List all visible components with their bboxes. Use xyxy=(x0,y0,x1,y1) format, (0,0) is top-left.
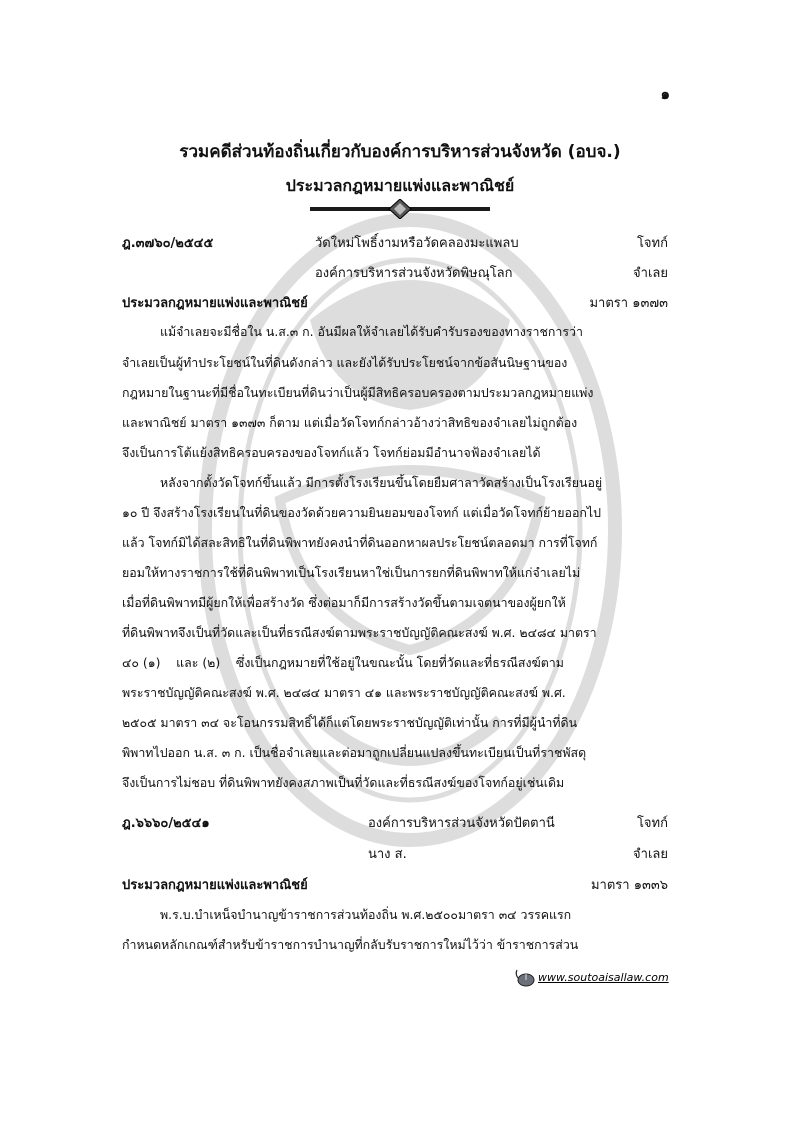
body-line: พ.ร.บ.บำเหน็จบำนาญข้าราชการส่วนท้องถิ่น พ.ศ.๒๕๐๐มาตรา ๓๔ วรรคแรก xyxy=(160,907,572,922)
page-subtitle: ประมวลกฎหมายแพ่งและพาณิชย์ xyxy=(285,176,515,195)
mouse-icon xyxy=(514,968,536,988)
body-line: แล้ว โจทก์มิได้สละสิทธิในที่ดินพิพาทยังคงนำที่ดินออกหาผลประโยชน์ตลอดมา การที่โจทก์ xyxy=(122,535,598,550)
body-line: ๒๕๐๕ มาตรา ๓๔ จะโอนกรรมสิทธิ์ได้ก็แต่โดยพระราชบัญญัติเท่านั้น การที่มีผู้นำที่ดิน xyxy=(122,715,578,730)
plaintiff-name: วัดใหม่โพธิ์งามหรือวัดคลองมะแพลบ xyxy=(315,236,519,251)
body-line: และพาณิชย์ มาตรา ๑๓๗๓ ก็ตาม แต่เมื่อวัดโจทก์กล่าวอ้างว่าสิทธิของจำเลยไม่ถูกต้อง xyxy=(122,415,578,430)
body-line: เมื่อที่ดินพิพาทมีผู้ยกให้เพื่อสร้างวัด ซึ่งต่อมาก็มีการสร้างวัดขึ้นตามเจตนาของผู้ยกให้ xyxy=(122,595,566,610)
plaintiff-role: โจทก์ xyxy=(636,236,668,251)
body-line: จึงเป็นการโต้แย้งสิทธิครอบครองของโจทก์แล้ว โจทก์ย่อมมีอำนาจฟ้องจำเลยได้ xyxy=(122,445,541,460)
case-number: ฎ.๓๗๖๐/๒๕๔๕ xyxy=(122,236,214,251)
law-section: มาตรา ๑๓๗๓ xyxy=(589,296,668,311)
case-number: ฎ.๖๖๖๐/๒๕๔๑ xyxy=(122,816,210,831)
law-section: มาตรา ๑๓๓๖ xyxy=(590,878,668,893)
plaintiff-role: โจทก์ xyxy=(636,816,668,831)
body-line: พิพาทไปออก น.ส. ๓ ก. เป็นชื่อจำเลยและต่อมาถูกเปลี่ยนแปลงขึ้นทะเบียนเป็นที่ราชพัสดุ xyxy=(122,745,587,760)
body-line: ๑๐ ปี จึงสร้างโรงเรียนในที่ดินของวัดด้วยความยินยอมของโจทก์ แต่เมื่อวัดโจทก์ย้ายออกไป xyxy=(122,505,602,520)
defendant-row xyxy=(0,843,793,863)
defendant-role: จำเลย xyxy=(633,266,668,281)
case-row xyxy=(0,812,793,832)
law-name: ประมวลกฎหมายแพ่งและพาณิชย์ xyxy=(122,878,308,893)
body-line: หลังจากตั้งวัดโจทก์ขึ้นแล้ว มีการตั้งโรงเรียนขึ้นโดยยืมศาลาวัดสร้างเป็นโรงเรียนอยู่ xyxy=(160,475,603,490)
defendant-name: องค์การบริหารส่วนจังหวัดพิษณุโลก xyxy=(315,266,513,281)
defendant-role: จำเลย xyxy=(633,847,668,862)
law-row xyxy=(0,874,793,894)
body-line: จึงเป็นการไม่ชอบ ที่ดินพิพาทยังคงสภาพเป็นที่วัดและที่ธรณีสงฆ์ของโจทก์อยู่เช่นเดิม xyxy=(122,775,565,790)
website-link[interactable]: www.soutoaisallaw.com xyxy=(538,971,669,984)
body-line: ที่ดินพิพาทจึงเป็นที่วัดและเป็นที่ธรณีสงฆ์ตามพระราชบัญญัติคณะสงฆ์ พ.ศ. ๒๔๘๔ มาตรา xyxy=(122,625,597,640)
body-line: กฎหมายในฐานะที่มีชื่อในทะเบียนที่ดินว่าเป็นผู้มีสิทธิครอบครองตามประมวลกฎหมายแพ่ง xyxy=(122,385,594,400)
law-name: ประมวลกฎหมายแพ่งและพาณิชย์ xyxy=(122,296,308,311)
page-title: รวมคดีส่วนท้องถิ่นเกี่ยวกับองค์การบริหารส่วนจังหวัด (อบจ.) xyxy=(179,142,621,162)
ornament-divider xyxy=(310,199,490,219)
case-row xyxy=(0,232,793,252)
law-row xyxy=(0,292,793,312)
body-line: ๔๐ (๑) และ (๒) ซึ่งเป็นกฎหมายที่ใช้อยู่ในขณะนั้น โดยที่วัดและที่ธรณีสงฆ์ตาม xyxy=(122,655,564,670)
defendant-name: นาง ส. xyxy=(368,847,407,862)
page-number: ๑ xyxy=(660,85,670,103)
body-line: จำเลยเป็นผู้ทำประโยชน์ในที่ดินดังกล่าว และยังได้รับประโยชน์จากข้อสันนิษฐานของ xyxy=(122,355,568,370)
body-line: แม้จำเลยจะมีชื่อใน น.ส.๓ ก. อันมีผลให้จำเลยได้รับคำรับรองของทางราชการว่า xyxy=(160,324,583,339)
plaintiff-name: องค์การบริหารส่วนจังหวัดปัตตานี xyxy=(368,816,555,831)
body-line: พระราชบัญญัติคณะสงฆ์ พ.ศ. ๒๔๘๔ มาตรา ๔๑ และพระราชบัญญัติคณะสงฆ์ พ.ศ. xyxy=(122,685,566,700)
body-line: กำหนดหลักเกณฑ์สำหรับข้าราชการบำนาญที่กลับรับราชการใหม่ไว้ว่า ข้าราชการส่วน xyxy=(122,937,579,952)
defendant-row xyxy=(0,262,793,282)
body-line: ยอมให้ทางราชการใช้ที่ดินพิพาทเป็นโรงเรียนหาใช่เป็นการยกที่ดินพิพาทให้แก่จำเลยไม่ xyxy=(122,565,581,580)
